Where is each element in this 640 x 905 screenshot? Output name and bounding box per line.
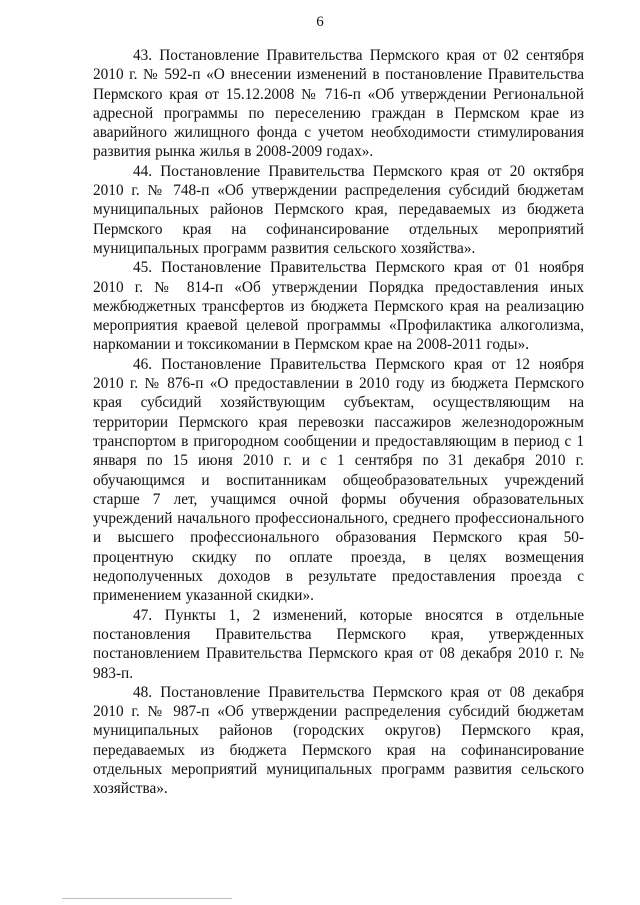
document-body <box>93 46 584 799</box>
footer-divider <box>62 898 232 899</box>
paragraph-46: 46. Постановление Правительства Пермского края от 12 ноября 2010 г. № 876-п «О предоставлении в 2010 году из бюджета Пермского края субсидий хозяйствующим субъектам, осуществляющим на территории Пермского края перевозки пассажиров железнодорожным транспортом в пригородном сообщении и предоставляющим в период с 1 января по 15 июня 2010 г. и с 1 сентября по 31 декабря 2010 г. обучающимся и воспитанникам общеобразовательных учреждений старше 7 лет, учащимся очной формы обучения образовательных учреждений начального профессионального, среднего профессионального и высшего профессионального образования Пермского края 50-процентную скидку по оплате проезда, в целях возмещения недополученных доходов в результате предоставления проезда с применением указанной скидки». <box>93 355 584 605</box>
paragraph-48: 48. Постановление Правительства Пермского края от 08 декабря 2010 г. № 987-п «Об утверждении распределения субсидий бюджетам муниципальных районов (городских округов) Пермского края, передаваемых из бюджета Пермского края на софинансирование отдельных мероприятий муниципальных программ развития сельского хозяйства». <box>93 683 584 798</box>
page-number: 6 <box>316 14 324 30</box>
paragraph-47: 47. Пункты 1, 2 изменений, которые вносятся в отдельные постановления Правительства Пермского края, утвержденных постановлением Правительства Пермского края от 08 декабря 2010 г. № 983-п. <box>93 606 584 682</box>
paragraph-43: 43. Постановление Правительства Пермского края от 02 сентября 2010 г. № 592-п «О внесении изменений в постановление Правительства Пермского края от 15.12.2008 № 716-п «Об утверждении Региональной адресной программы по переселению граждан в Пермском крае из аварийного жилищного фонда с учетом необходимости стимулирования развития рынка жилья в 2008-2009 годах». <box>93 47 584 161</box>
paragraph-44: 44. Постановление Правительства Пермского края от 20 октября 2010 г. № 748-п «Об утверждении распределения субсидий бюджетам муниципальных районов Пермского края, передаваемых из бюджета Пермского края на софинансирование отдельных мероприятий муниципальных программ развития сельского хозяйства». <box>93 162 584 257</box>
paragraph-45: 45. Постановление Правительства Пермского края от 01 ноября 2010 г. № 814-п «Об утверждении Порядка предоставления иных межбюджетных трансфертов из бюджета Пермского края на реализацию мероприятия краевой целевой программы «Профилактика алкоголизма, наркомании и токсикомании в Пермском крае на 2008-2011 годы». <box>93 259 584 354</box>
